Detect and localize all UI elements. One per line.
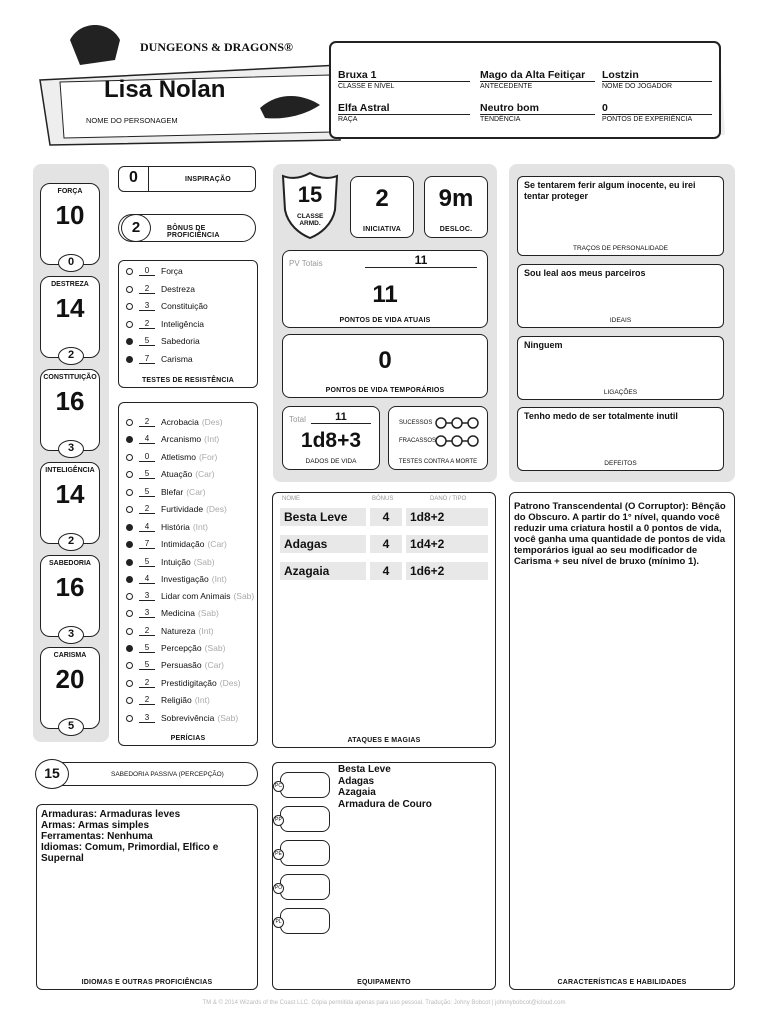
skill-name: Percepção: [161, 643, 202, 653]
skill-row[interactable]: [126, 624, 214, 638]
skill-attribute: (Sab): [204, 643, 226, 653]
features-label: CARACTERÍSTICAS E HABILIDADES: [557, 979, 687, 986]
ability-name: INTELIGÊNCIA: [45, 467, 95, 474]
saving-throw-name: Força: [161, 266, 183, 276]
skill-value: 2: [139, 695, 155, 705]
skill-attribute: (Des): [219, 678, 241, 688]
ability-modifier: 2: [58, 533, 84, 551]
skill-attribute: (Sab): [198, 608, 219, 618]
max-hp-value[interactable]: 11: [365, 253, 477, 268]
inspiration-label: INSPIRAÇÃO: [185, 176, 231, 183]
max-hp-label: PV Totais: [289, 259, 323, 268]
experience-points-label: PONTOS DE EXPERIÊNCIA: [602, 114, 712, 123]
hit-dice-value[interactable]: 1d8+3: [300, 429, 362, 452]
ability-score[interactable]: 16: [55, 386, 85, 416]
speed-label: DESLOC.: [439, 226, 473, 233]
personality-traits-box[interactable]: [517, 176, 724, 256]
skill-row[interactable]: [126, 693, 210, 707]
skill-attribute: (Car): [204, 660, 224, 670]
proficiency-value[interactable]: 2: [121, 214, 151, 242]
proficiency-dot[interactable]: [126, 321, 133, 328]
race-label: RAÇA: [338, 114, 470, 123]
skill-attribute: (Int): [204, 434, 220, 444]
alignment-label: TENDÊNCIA: [480, 114, 595, 123]
saving-throw-name: Destreza: [161, 284, 196, 294]
skill-value: 4: [139, 522, 155, 532]
skill-attribute: (Des): [206, 504, 227, 514]
coin-label: PO: [273, 883, 284, 894]
death-saves-failures-label: FRACASSOS: [399, 438, 437, 444]
ability-wisdom[interactable]: [40, 555, 100, 640]
skill-row[interactable]: [126, 415, 223, 429]
proficiency-dot[interactable]: [126, 645, 133, 652]
ability-modifier: 0: [58, 254, 84, 272]
coin-label: PC: [273, 781, 284, 792]
proficiency-dot[interactable]: [126, 680, 133, 687]
experience-points[interactable]: 0: [602, 102, 608, 114]
saving-throw-value: 2: [139, 284, 155, 294]
skill-name: Atletismo: [161, 452, 196, 462]
saving-throw-row[interactable]: [126, 317, 204, 331]
attack-col-bonus: BÔNUS: [372, 496, 394, 502]
skill-attribute: (Sab): [233, 591, 255, 601]
skill-value: 5: [139, 487, 155, 497]
skill-value: 3: [139, 591, 155, 601]
skill-attribute: (Car): [186, 487, 206, 497]
proficiencies-label: IDIOMAS E OUTRAS PROFICIÊNCIAS: [81, 979, 213, 986]
coin-label: PL: [273, 917, 284, 928]
proficiency-dot[interactable]: [126, 489, 133, 496]
proficiency-dot[interactable]: [126, 715, 133, 722]
proficiency-dot[interactable]: [126, 338, 133, 345]
saving-throw-name: Carisma: [161, 354, 193, 364]
ability-intelligence[interactable]: [40, 462, 100, 547]
skill-name: Blefar: [161, 487, 184, 497]
features-box[interactable]: [509, 492, 735, 990]
temp-hp-box[interactable]: [282, 334, 488, 398]
coin-field[interactable]: [274, 874, 330, 900]
proficiencies-box[interactable]: [36, 804, 258, 990]
proficiency-dot[interactable]: [126, 541, 133, 548]
hit-dice-total-label: Total: [289, 415, 306, 424]
skill-attribute: (Sab): [193, 557, 215, 567]
skill-attribute: (Sab): [217, 713, 239, 723]
skill-attribute: (For): [198, 452, 218, 462]
proficiency-dot[interactable]: [126, 697, 133, 704]
skill-value: 5: [139, 469, 155, 479]
skill-name: Atuação: [161, 469, 193, 479]
proficiency-dot[interactable]: [126, 303, 133, 310]
character-name-label: NOME DO PERSONAGEM: [86, 116, 178, 125]
proficiency-dot[interactable]: [126, 286, 133, 293]
coin-field[interactable]: [275, 806, 330, 832]
skill-name: Acrobacia: [161, 417, 199, 427]
proficiency-dot[interactable]: [126, 610, 133, 617]
skill-name: Arcanismo: [161, 434, 202, 444]
skill-row[interactable]: [126, 641, 225, 655]
footer-copyright: TM & © 2014 Wizards of the Coast LLC. Cópia permitida apenas para uso pessoal. Tradução: Johny Bobcot | johnnybobcot@icloud.com: [202, 1000, 566, 1006]
skills-label: PERÍCIAS: [170, 735, 206, 742]
coin-field[interactable]: [275, 908, 330, 934]
skill-value: 2: [139, 626, 155, 636]
proficiency-box: [118, 214, 256, 242]
skill-attribute: (Car): [195, 469, 215, 479]
attacks-box: [272, 492, 496, 748]
ability-score[interactable]: 14: [55, 293, 85, 323]
attack-damage[interactable]: 1d4+2: [406, 535, 488, 553]
saving-throw-row[interactable]: [126, 334, 200, 348]
skill-value: 4: [139, 434, 155, 444]
death-save-circles-icon[interactable]: [433, 415, 481, 451]
ability-name: CARISMA: [53, 652, 87, 659]
saving-throw-value: 3: [139, 301, 155, 311]
ability-score[interactable]: 10: [55, 200, 85, 230]
skill-value: 5: [139, 660, 155, 670]
saving-throw-name: Constituição: [161, 301, 208, 311]
skill-value: 4: [139, 574, 155, 584]
saving-throw-value: 0: [139, 266, 155, 276]
ability-constitution[interactable]: [40, 369, 100, 454]
skill-row[interactable]: [126, 711, 238, 725]
inspiration-value[interactable]: 0: [119, 166, 149, 191]
death-saves-successes-label: SUCESSOS: [399, 420, 433, 426]
passive-wisdom-value[interactable]: 15: [35, 759, 69, 789]
proficiency-dot[interactable]: [126, 559, 133, 566]
flaws-label: DEFEITOS: [604, 460, 637, 467]
ability-name: SABEDORIA: [48, 560, 91, 567]
hit-dice-box[interactable]: [282, 406, 380, 470]
skill-name: Religião: [161, 695, 192, 705]
saving-throw-value: 5: [139, 336, 155, 346]
skill-row[interactable]: [126, 502, 227, 516]
logo: DUNGEONS & DRAGONS®: [140, 40, 293, 54]
attack-name[interactable]: Azagaia: [280, 562, 366, 580]
skill-row[interactable]: [126, 520, 208, 534]
flaws-box[interactable]: [517, 407, 724, 471]
skill-name: Lidar com Animais: [161, 591, 231, 601]
ability-dexterity[interactable]: [40, 276, 100, 361]
skill-name: Furtividade: [161, 504, 204, 514]
saving-throw-row[interactable]: [126, 299, 208, 313]
ability-score[interactable]: 16: [55, 572, 85, 602]
saving-throw-name: Sabedoria: [161, 336, 200, 346]
character-name[interactable]: Lisa Nolan: [104, 76, 226, 103]
proficiency-dot[interactable]: [126, 576, 133, 583]
skill-attribute: (Car): [207, 539, 227, 549]
proficiency-dot[interactable]: [126, 454, 133, 461]
ability-score[interactable]: 14: [55, 479, 85, 509]
speed-box[interactable]: [424, 176, 488, 238]
saving-throw-value: 7: [139, 354, 155, 364]
attack-col-damage: DANO / TIPO: [430, 496, 467, 502]
proficiency-dot[interactable]: [126, 471, 133, 478]
skill-row[interactable]: [126, 658, 224, 672]
attack-bonus[interactable]: 4: [370, 508, 402, 526]
armor-class-value[interactable]: 15: [297, 182, 323, 207]
attack-bonus[interactable]: 4: [370, 535, 402, 553]
proficiency-dot[interactable]: [126, 419, 133, 426]
ability-charisma[interactable]: [40, 647, 100, 732]
ideals-label: IDEAIS: [609, 317, 632, 324]
alignment[interactable]: Neutro bom: [480, 102, 539, 114]
proficiency-dot[interactable]: [126, 268, 133, 275]
skill-row[interactable]: [126, 606, 219, 620]
skill-row[interactable]: [126, 467, 215, 481]
attack-bonus[interactable]: 4: [370, 562, 402, 580]
proficiency-dot[interactable]: [126, 506, 133, 513]
equipment-list[interactable]: [338, 764, 432, 810]
proficiencies-text[interactable]: Armaduras: Armaduras leves Armas: Armas simples Ferramentas: Nenhuma Idiomas: Comum, Primordial, Elfico e Supernal: [41, 809, 219, 864]
proficiency-dot[interactable]: [126, 593, 133, 600]
skill-name: Sobrevivência: [161, 713, 215, 723]
proficiency-dot[interactable]: [126, 356, 133, 363]
skill-row[interactable]: [126, 450, 217, 464]
background-label: ANTECEDENTE: [480, 81, 595, 90]
player-name[interactable]: Lostzin: [602, 69, 639, 81]
initiative-box[interactable]: [350, 176, 414, 238]
armor-class-label: CLASSE ARMD.: [297, 213, 324, 227]
saving-throw-row[interactable]: [126, 352, 193, 366]
skill-attribute: (Des): [201, 417, 223, 427]
skill-name: Intuição: [161, 557, 191, 567]
coin-label: PE: [273, 849, 284, 860]
skill-attribute: (Int): [194, 695, 210, 705]
skill-row[interactable]: [126, 432, 219, 446]
initiative-value[interactable]: 2: [375, 185, 389, 212]
equipment-item: Armadura de Couro: [338, 798, 432, 810]
coin-label: PP: [273, 815, 284, 826]
ability-modifier: 2: [58, 347, 84, 365]
equipment-item: Adagas: [338, 775, 375, 787]
initiative-label: INICIATIVA: [363, 226, 401, 233]
attack-damage[interactable]: 1d6+2: [406, 562, 488, 580]
background[interactable]: Mago da Alta Feitiçar: [480, 69, 586, 81]
current-hp-label: PONTOS DE VIDA ATUAIS: [339, 317, 431, 324]
class-level[interactable]: Bruxa 1: [338, 69, 377, 81]
proficiency-label: BÔNUS DE PROFICIÊNCIA: [167, 225, 220, 239]
equipment-item: Azagaia: [338, 787, 376, 798]
skill-value: 0: [139, 452, 155, 462]
ability-score[interactable]: 20: [55, 664, 85, 694]
proficiency-dot[interactable]: [126, 436, 133, 443]
saving-throw-row[interactable]: [126, 282, 195, 296]
ideals-box[interactable]: [517, 264, 724, 328]
attack-name[interactable]: Besta Leve: [280, 508, 366, 526]
skill-name: Persuasão: [161, 660, 202, 670]
current-hp-box[interactable]: [282, 250, 488, 328]
skill-value: 5: [139, 643, 155, 653]
personality-traits-label: TRAÇOS DE PERSONALIDADE: [573, 245, 668, 252]
player-name-label: NOME DO JOGADOR: [602, 81, 712, 90]
coin-field[interactable]: [275, 840, 330, 866]
skill-name: Medicina: [161, 608, 196, 618]
skill-value: 3: [139, 608, 155, 618]
ability-name: CONSTITUIÇÃO: [43, 374, 97, 381]
death-saves-box: [388, 406, 488, 470]
inspiration-box[interactable]: [118, 166, 256, 192]
ability-name: DESTREZA: [51, 281, 89, 288]
saving-throw-name: Inteligência: [161, 319, 205, 329]
skill-row[interactable]: [126, 676, 241, 690]
skill-row[interactable]: [126, 589, 254, 603]
equipment-item: Besta Leve: [338, 764, 391, 775]
ability-modifier: 3: [58, 440, 84, 458]
attacks-label: ATAQUES E MAGIAS: [347, 737, 421, 744]
skill-attribute: (Int): [192, 522, 208, 532]
temp-hp-label: PONTOS DE VIDA TEMPORÁRIOS: [325, 387, 445, 394]
bonds-label: LIGAÇÕES: [603, 389, 638, 396]
proficiency-dot[interactable]: [126, 628, 133, 635]
skill-value: 5: [139, 557, 155, 567]
passive-wisdom-label: SABEDORIA PASSIVA (PERCEPÇÃO): [111, 771, 224, 778]
death-saves-label: TESTES CONTRA A MORTE: [398, 459, 478, 465]
skill-name: Natureza: [161, 626, 196, 636]
temp-hp-value[interactable]: 0: [378, 347, 392, 374]
ability-strength[interactable]: [40, 183, 100, 268]
skill-value: 3: [139, 713, 155, 723]
proficiency-dot[interactable]: [126, 662, 133, 669]
equipment-label: EQUIPAMENTO: [357, 979, 411, 986]
ability-modifier: 5: [58, 718, 84, 736]
saving-throw-value: 2: [139, 319, 155, 329]
skill-value: 2: [139, 504, 155, 514]
skill-value: 2: [139, 678, 155, 688]
bonds-text[interactable]: Ninguem: [524, 340, 563, 350]
proficiency-dot[interactable]: [126, 524, 133, 531]
hit-dice-label: DADOS DE VIDA: [305, 458, 357, 465]
flaws-text[interactable]: Tenho medo de ser totalmente inutil: [524, 411, 678, 421]
skill-row[interactable]: [126, 555, 215, 569]
ability-name: FORÇA: [57, 188, 83, 195]
attack-col-name: NOME: [282, 496, 300, 502]
ideals-text[interactable]: Sou leal aos meus parceiros: [524, 268, 646, 278]
skill-value: 7: [139, 539, 155, 549]
skill-name: Investigação: [161, 574, 209, 584]
skill-name: Intimidação: [161, 539, 205, 549]
skill-attribute: (Int): [198, 626, 214, 636]
hit-dice-total[interactable]: 11: [311, 411, 371, 424]
passive-wisdom-box: [36, 762, 258, 786]
current-hp-value[interactable]: 11: [372, 281, 398, 308]
attack-damage[interactable]: 1d8+2: [406, 508, 488, 526]
skill-value: 2: [139, 417, 155, 427]
speed-value[interactable]: 9m: [438, 185, 474, 212]
bonds-box[interactable]: [517, 336, 724, 400]
personality-traits-text[interactable]: Se tentarem ferir algum inocente, eu irei tentar proteger: [524, 180, 696, 201]
coin-field[interactable]: [275, 772, 330, 798]
skill-name: História: [161, 522, 190, 532]
attack-name[interactable]: Adagas: [280, 535, 366, 553]
skill-row[interactable]: [126, 572, 227, 586]
saving-throws-label: TESTES DE RESISTÊNCIA: [141, 377, 235, 384]
skill-row[interactable]: [126, 485, 206, 499]
features-text[interactable]: Patrono Transcendental (O Corruptor): Bênção do Obscuro. A partir do 1° nível, quando você reduzir uma criatura hostil a 0 pontos de vida, você ganha uma quantidade de pontos de vida temporários igual ao seu modificador de Carisma + seu nível de bruxo (mínimo 1).: [514, 501, 726, 567]
ability-modifier: 3: [58, 626, 84, 644]
skill-row[interactable]: [126, 537, 227, 551]
race[interactable]: Elfa Astral: [338, 102, 390, 114]
saving-throw-row[interactable]: [126, 264, 183, 278]
class-level-label: CLASSE E NÍVEL: [338, 81, 470, 90]
skill-attribute: (Int): [211, 574, 227, 584]
skill-name: Prestidigitação: [161, 678, 217, 688]
